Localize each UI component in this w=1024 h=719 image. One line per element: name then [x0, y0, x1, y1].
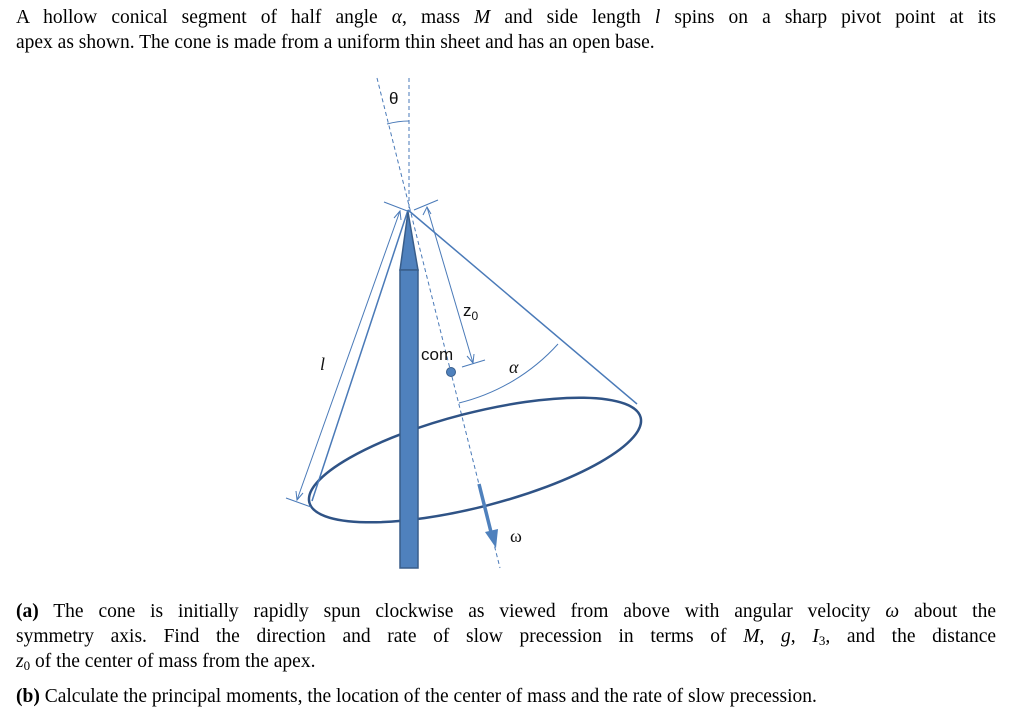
part-a [16, 599, 996, 674]
text: A hollow conical segment of half angle [16, 7, 392, 28]
z0-label [463, 301, 479, 323]
text: The cone is initially rapidly spun clockwise as viewed from above with angular velocity [38, 601, 886, 622]
theta-label: θ [389, 89, 399, 108]
text: symmetry axis. Find the direction and rate of slow precession in terms of [16, 626, 744, 647]
text: Calculate the principal moments, the location of the center of mass and the rate of slow precession. [39, 686, 817, 707]
text: , [759, 626, 782, 647]
text: , mass [402, 7, 475, 28]
text: and side length [490, 7, 655, 28]
part-a-line-2 [16, 624, 996, 649]
subscript: 0 [23, 658, 31, 673]
subscript: 3 [818, 633, 826, 648]
theta-arc [387, 121, 409, 124]
math-alpha: α [391, 7, 402, 28]
part-b-label: (b) [16, 686, 40, 707]
z-text: z [463, 301, 472, 320]
side-length-label: l [320, 354, 326, 374]
cone-side-left [312, 210, 408, 501]
part-b [16, 684, 996, 709]
text: about the [899, 601, 996, 622]
math-M: M [743, 626, 760, 647]
pivot-pole [400, 270, 418, 568]
intro-line-2: apex as shown. The cone is made from a uniform thin sheet and has an open base. [16, 32, 655, 53]
pivot-pole-tip [400, 212, 418, 270]
text: of the center of mass from the apex. [30, 651, 316, 672]
side-length-dimension [286, 202, 410, 507]
math-z: z [16, 651, 24, 672]
math-omega: ω [885, 601, 900, 622]
part-a-label: (a) [16, 601, 39, 622]
math-g: g [781, 626, 791, 647]
omega-arrowhead [485, 529, 498, 548]
math-l: l [654, 7, 661, 28]
math-M: M [474, 7, 491, 28]
text: , and the distance [825, 626, 997, 647]
alpha-label: α [509, 357, 519, 377]
com-label: com [421, 345, 454, 364]
z-subscript: 0 [471, 309, 479, 323]
math-I: I [812, 626, 819, 647]
part-b-line [16, 684, 996, 709]
part-a-line-1 [16, 599, 996, 624]
text: spins on a sharp pivot point at its [660, 7, 997, 28]
omega-label: ω [510, 526, 522, 546]
part-a-line-3 [16, 649, 996, 674]
center-of-mass-dot [447, 368, 456, 377]
text: , [790, 626, 813, 647]
